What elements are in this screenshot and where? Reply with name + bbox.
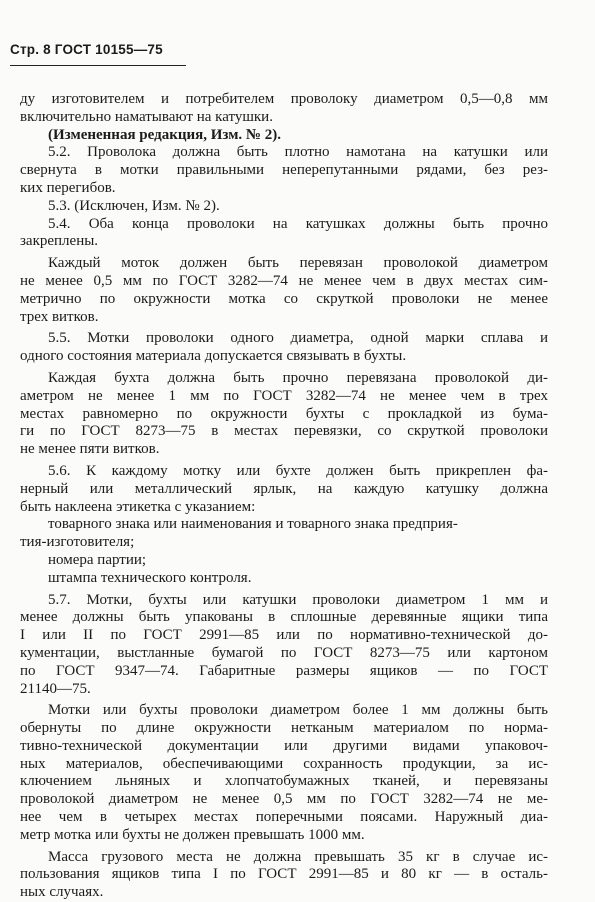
- paragraph: [20, 127, 548, 145]
- text-line: трех витков.: [20, 308, 99, 325]
- text-line: одного состояния материала допускается связывать в бухты.: [20, 348, 407, 365]
- text-line: метрично по окружности мотка со скруткой проволоки не менее: [20, 290, 548, 307]
- text-line: аметром не менее 1 мм по ГОСТ 3282—74 не менее чем в трех: [20, 387, 548, 404]
- paragraph: [20, 255, 548, 326]
- paragraph: [20, 330, 548, 366]
- document-body: [20, 87, 548, 902]
- paragraph: [20, 198, 548, 216]
- text-line: 5.5. Мотки проволоки одного диаметра, одной марки сплава и: [48, 330, 548, 347]
- text-line: метр мотка или бухты не должен превышать 1000 мм.: [20, 826, 365, 843]
- text-line: включительно наматывают на катушки.: [20, 108, 273, 125]
- text-line: Каждый моток должен быть перевязан проволокой диаметром: [48, 255, 548, 272]
- text-line: по ГОСТ 9347—74. Габаритные размеры ящиков — по ГОСТ: [20, 662, 548, 679]
- paragraph: [20, 216, 548, 252]
- text-line: ключением льняных и хлопчатобумажных тканей, и перевязаны: [20, 773, 548, 790]
- paragraph: [20, 91, 548, 127]
- text-line: кументации, выстланные бумагой по ГОСТ 8273—75 или картоном: [20, 644, 548, 661]
- text-line: 5.6. К каждому мотку или бухте должен быть прикреплен фа-: [48, 462, 548, 479]
- paragraph: [20, 370, 548, 459]
- text-line: нерный или металлический ярлык, на каждую катушку должна: [20, 480, 548, 497]
- text-line: 21140—75.: [20, 680, 91, 697]
- text-line: свернута в мотки правильными неперепутанными рядами, без рез-: [20, 162, 548, 179]
- text-line: проволокой диаметром не менее 0,5 мм по ГОСТ 3282—74 не ме-: [20, 791, 548, 808]
- text-line: быть наклеена этикетка с указанием:: [20, 498, 256, 515]
- paragraph: [20, 144, 548, 197]
- page-header-title: Стр. 8 ГОСТ 10155—75: [10, 42, 163, 57]
- text-line: Мотки или бухты проволоки диаметром более 1 мм должны быть: [48, 702, 548, 719]
- text-line: тия-изготовителя;: [20, 534, 135, 551]
- header-rule: [10, 65, 186, 66]
- text-line: Масса грузового места не должна превышать 35 кг в случае ис-: [48, 848, 548, 865]
- paragraph: [20, 463, 548, 516]
- text-line: ду изготовителем и потребителем проволоку диаметром 0,5—0,8 мм: [20, 91, 548, 107]
- text-line: штампа технического контроля.: [48, 569, 252, 586]
- text-line: 5.4. Оба конца проволоки на катушках должны быть прочно: [48, 215, 548, 232]
- text-line: не менее пяти витков.: [20, 441, 160, 458]
- text-line: номера партии;: [48, 551, 147, 568]
- text-line: нее чем в четырех местах поперечными поясами. Наружный диа-: [20, 809, 548, 826]
- text-line: пользования ящиков типа I по ГОСТ 2991—85 и 80 кг — в осталь-: [20, 866, 548, 883]
- text-line: тивно-технической документации или другими видами упаковоч-: [20, 737, 548, 754]
- text-line: 5.3. (Исключен, Изм. № 2).: [48, 197, 220, 214]
- text-line: обернуты по длине окружности нетканым материалом по норма-: [20, 720, 548, 737]
- text-line: Каждая бухта должна быть прочно перевязана проволокой ди-: [48, 369, 548, 386]
- paragraph: [20, 534, 548, 552]
- paragraph: [20, 702, 548, 844]
- text-line: I или II по ГОСТ 2991—85 или по нормативно-технической до-: [20, 627, 548, 644]
- paragraph: [20, 849, 548, 902]
- text-line: не менее 0,5 мм по ГОСТ 3282—74 не менее чем в двух местах сим-: [20, 272, 548, 289]
- text-line: местах равномерно по окружности бухты с прокладкой из бума-: [20, 405, 548, 422]
- paragraph: [20, 592, 548, 699]
- text-line: (Измененная редакция, Изм. № 2).: [48, 126, 282, 143]
- text-line: ных случаях.: [20, 884, 104, 901]
- text-line: ных материалов, обеспечивающими сохранность продукции, за ис-: [20, 755, 548, 772]
- paragraph: [20, 552, 548, 570]
- page-header: [10, 42, 188, 66]
- paragraph: [20, 516, 548, 534]
- paragraph: [20, 570, 548, 588]
- text-line: 5.2. Проволока должна быть плотно намотана на катушки или: [48, 144, 548, 161]
- text-line: 5.7. Мотки, бухты или катушки проволоки диаметром 1 мм и: [48, 591, 548, 608]
- text-line: закреплены.: [20, 233, 99, 250]
- text-line: менее должны быть упакованы в сплошные деревянные ящики типа: [20, 609, 548, 626]
- text-line: ких перегибов.: [20, 179, 116, 196]
- text-line: ги по ГОСТ 8273—75 в местах перевязки, со скруткой проволоки: [20, 423, 548, 440]
- text-line: товарного знака или наименования и товарного знака предприя-: [48, 516, 458, 533]
